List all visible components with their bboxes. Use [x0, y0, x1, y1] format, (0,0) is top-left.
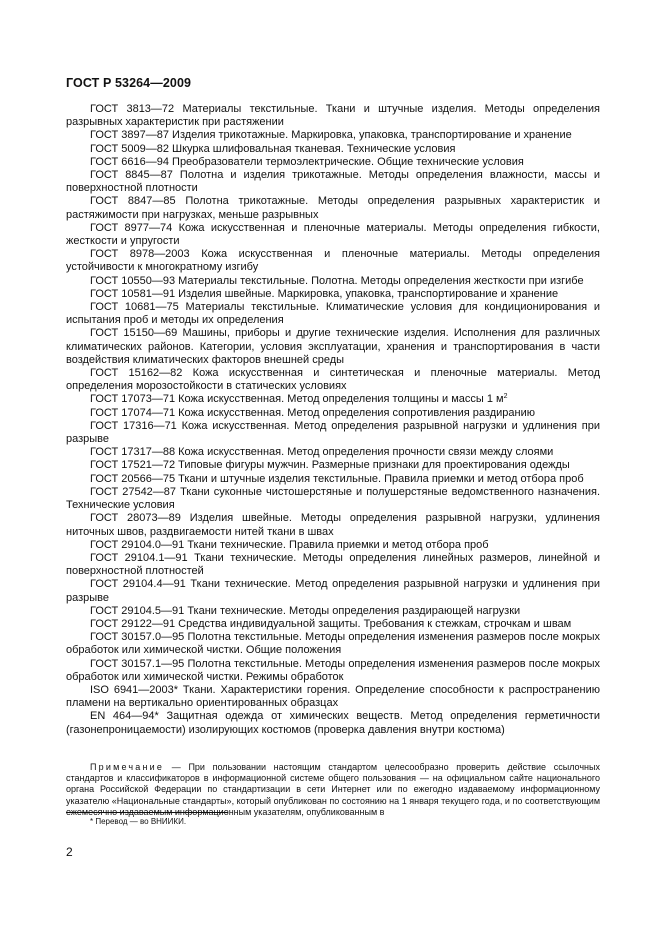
- reference-item: [66, 407, 600, 420]
- note-label: Примечание: [90, 762, 165, 772]
- normative-references-list: [66, 103, 600, 737]
- reference-item: [66, 301, 600, 327]
- reference-title: Машины, приборы и другие технические изделия. Исполнения для различных климатических районов. Категории, условия эксплуатации, хранения и транспортирования в части воздействия климатических факторов внешней среды: [66, 327, 600, 366]
- note-paragraph: [66, 762, 600, 818]
- reference-code: ISO 6941—2003*: [90, 683, 179, 696]
- reference-item: [66, 618, 600, 631]
- reference-code: ГОСТ 29104.5—91: [90, 604, 185, 617]
- reference-title: Кожа искусственная. Метод определения прочности связи между слоями: [178, 446, 554, 459]
- reference-code: ГОСТ 3813—72: [90, 103, 175, 115]
- reference-title: Полотна текстильные. Методы определения изменения размеров после мокрых обработок или химической чистки. Общие положения: [66, 631, 601, 657]
- reference-item: [66, 143, 600, 156]
- reference-title: Кожа искусственная. Метод определения сопротивления раздиранию: [178, 406, 535, 419]
- reference-item: [66, 710, 600, 736]
- reference-item: [66, 658, 600, 684]
- reference-code: EN 464—94*: [90, 710, 159, 723]
- reference-title: Ткани технические. Метод определения разрывной нагрузки и удлинения при разрыве: [66, 578, 601, 604]
- reference-code: ГОСТ 8845—87: [90, 169, 173, 182]
- reference-code: ГОСТ 8847—85: [90, 195, 176, 208]
- reference-code: ГОСТ 30157.0—95: [90, 631, 185, 644]
- reference-item: [66, 684, 600, 710]
- reference-title: Изделия трикотажные. Маркировка, упаковка, транспортирование и хранение: [172, 129, 572, 142]
- reference-code: ГОСТ 20566—75: [90, 472, 176, 485]
- reference-item: [66, 156, 600, 169]
- reference-code: ГОСТ 29122—91: [90, 617, 176, 630]
- reference-title: Изделия швейные. Методы определения разрывной нагрузки, удлинения ниточных швов, раздвигаемости нитей ткани в швах: [66, 512, 601, 538]
- reference-code: ГОСТ 10550—93: [90, 274, 176, 287]
- reference-title: Средства индивидуальной защиты. Требования к стежкам, строчкам и швам: [178, 617, 572, 630]
- reference-code: ГОСТ 27542—87: [90, 485, 177, 498]
- reference-code: ГОСТ 17073—71: [90, 393, 176, 406]
- reference-item: [66, 459, 600, 472]
- reference-code: ГОСТ 28073—89: [90, 512, 181, 525]
- reference-item: [66, 486, 600, 512]
- reference-code: ГОСТ 17317—88: [90, 446, 176, 459]
- reference-item: [66, 275, 600, 288]
- reference-item: [66, 605, 600, 618]
- document-header: ГОСТ Р 53264—2009: [66, 76, 192, 90]
- reference-title: Материалы текстильные. Климатические условия для кондиционирования и испытания проб и методы их определения: [66, 301, 600, 327]
- reference-title: Преобразователи термоэлектрические. Общие технические условия: [172, 155, 524, 168]
- reference-code: ГОСТ 10581—91: [90, 287, 176, 300]
- reference-item: [66, 129, 600, 142]
- reference-item: [66, 631, 600, 657]
- reference-title: Ткани суконные чистошерстяные и полушерстяные ведомственного назначения. Технические условия: [66, 485, 601, 512]
- reference-title: Ткани технические. Правила приемки и метод отбора проб: [187, 538, 489, 551]
- reference-code: ГОСТ 6616—94: [90, 155, 169, 168]
- reference-title: Шкурка шлифовальная тканевая. Технические условия: [172, 142, 456, 155]
- reference-code: ГОСТ 8977—74: [90, 221, 173, 234]
- reference-title: Кожа искусственная и пленочные материалы. Методы определения гибкости, жесткости и упругости: [66, 221, 600, 248]
- reference-title: Ткани технические. Методы определения линейных размеров, линейной и поверхностной плотностей: [66, 551, 600, 578]
- reference-code: ГОСТ 29104.0—91: [90, 538, 185, 551]
- reference-code: ГОСТ 10681—75: [90, 301, 179, 314]
- reference-superscript: 2: [503, 393, 508, 401]
- reference-code: ГОСТ 17074—71: [90, 406, 176, 419]
- reference-code: ГОСТ 29104.4—91: [90, 578, 186, 591]
- reference-code: ГОСТ 30157.1—95: [90, 657, 185, 670]
- reference-code: ГОСТ 8978—2003: [90, 248, 190, 261]
- reference-item: [66, 446, 600, 459]
- reference-item: [66, 578, 600, 604]
- reference-item: [66, 169, 600, 195]
- reference-item: [66, 327, 600, 367]
- reference-item: [66, 248, 600, 274]
- reference-title: Кожа искусственная. Метод определения толщины и массы 1 м: [178, 393, 504, 406]
- note-text: — При пользовании настоящим стандартом целесообразно проверить действие ссылочных стандартов и классификаторов в информационной системе общего пользования — на официальном сайте национального органа Российской Федерации по стандартизации в сети Интернет или по ежегодно издаваемому информационному указателю «Национальные стандарты», который опубликован по состоянию на 1 января текущего года, и по соответствующим ежемесячно издаваемым информационным указателям, опубликованным в: [66, 762, 600, 817]
- reference-title: Полотна и изделия трикотажные. Методы определения влажности, массы и поверхностной плотности: [66, 169, 600, 195]
- reference-code: ГОСТ 3897—87: [90, 129, 169, 142]
- reference-title: Кожа искусственная. Метод определения разрывной нагрузки и удлинения при разрыве: [66, 419, 601, 446]
- reference-title: Материалы текстильные. Полотна. Методы определения жесткости при изгибе: [178, 274, 584, 287]
- reference-code: ГОСТ 15150—69: [90, 327, 178, 340]
- reference-item: [66, 222, 600, 248]
- reference-title: Полотна текстильные. Методы определения изменения размеров после мокрых обработок или химической чистки. Режимы обработок: [66, 657, 601, 683]
- page-number: 2: [66, 845, 73, 859]
- reference-item: [66, 195, 600, 221]
- footnote-divider: [66, 812, 228, 813]
- reference-title: Кожа искусственная и пленочные материалы. Методы определения устойчивости к многократному изгибу: [66, 248, 600, 274]
- reference-item: [66, 288, 600, 301]
- reference-title: Полотна трикотажные. Методы определения разрывных характеристик и растяжимости при нагрузках, меньше разрывных: [66, 195, 600, 221]
- reference-code: ГОСТ 5009—82: [90, 142, 169, 155]
- reference-item: [66, 473, 600, 486]
- reference-title: Защитная одежда от химических веществ. Метод определения герметичности (газонепроницаемости) изолирующих костюмов (проверка давления внутри костюма): [66, 710, 600, 736]
- reference-code: ГОСТ 17521—72: [90, 459, 176, 472]
- reference-title: Материалы текстильные. Ткани и штучные изделия. Методы определения разрывных характеристик при растяжении: [66, 103, 600, 129]
- reference-title: Изделия швейные. Маркировка, упаковка, транспортирование и хранение: [178, 287, 559, 300]
- reference-item: [66, 512, 600, 538]
- reference-item: [66, 420, 600, 446]
- reference-title: Ткани технические. Методы определения раздирающей нагрузки: [187, 604, 521, 617]
- footnote: * Перевод — во ВНИИКИ.: [90, 817, 187, 826]
- reference-title: Кожа искусственная и синтетическая и пленочные материалы. Метод определения морозостойкости в статических условиях: [66, 367, 600, 393]
- reference-title: Ткани. Характеристики горения. Определение способности к распространению пламени на вертикально ориентированных образцах: [66, 683, 600, 710]
- reference-title: Типовые фигуры мужчин. Размерные признаки для проектирования одежды: [178, 459, 570, 472]
- reference-item: [66, 103, 600, 129]
- reference-item: [66, 552, 600, 578]
- reference-code: ГОСТ 15162—82: [90, 367, 183, 380]
- reference-code: ГОСТ 29104.1—91: [90, 551, 188, 564]
- reference-code: ГОСТ 17316—71: [90, 419, 177, 432]
- reference-item: [66, 539, 600, 552]
- reference-title: Ткани и штучные изделия текстильные. Правила приемки и метод отбора проб: [178, 472, 584, 485]
- reference-item: [66, 393, 600, 406]
- reference-item: [66, 367, 600, 393]
